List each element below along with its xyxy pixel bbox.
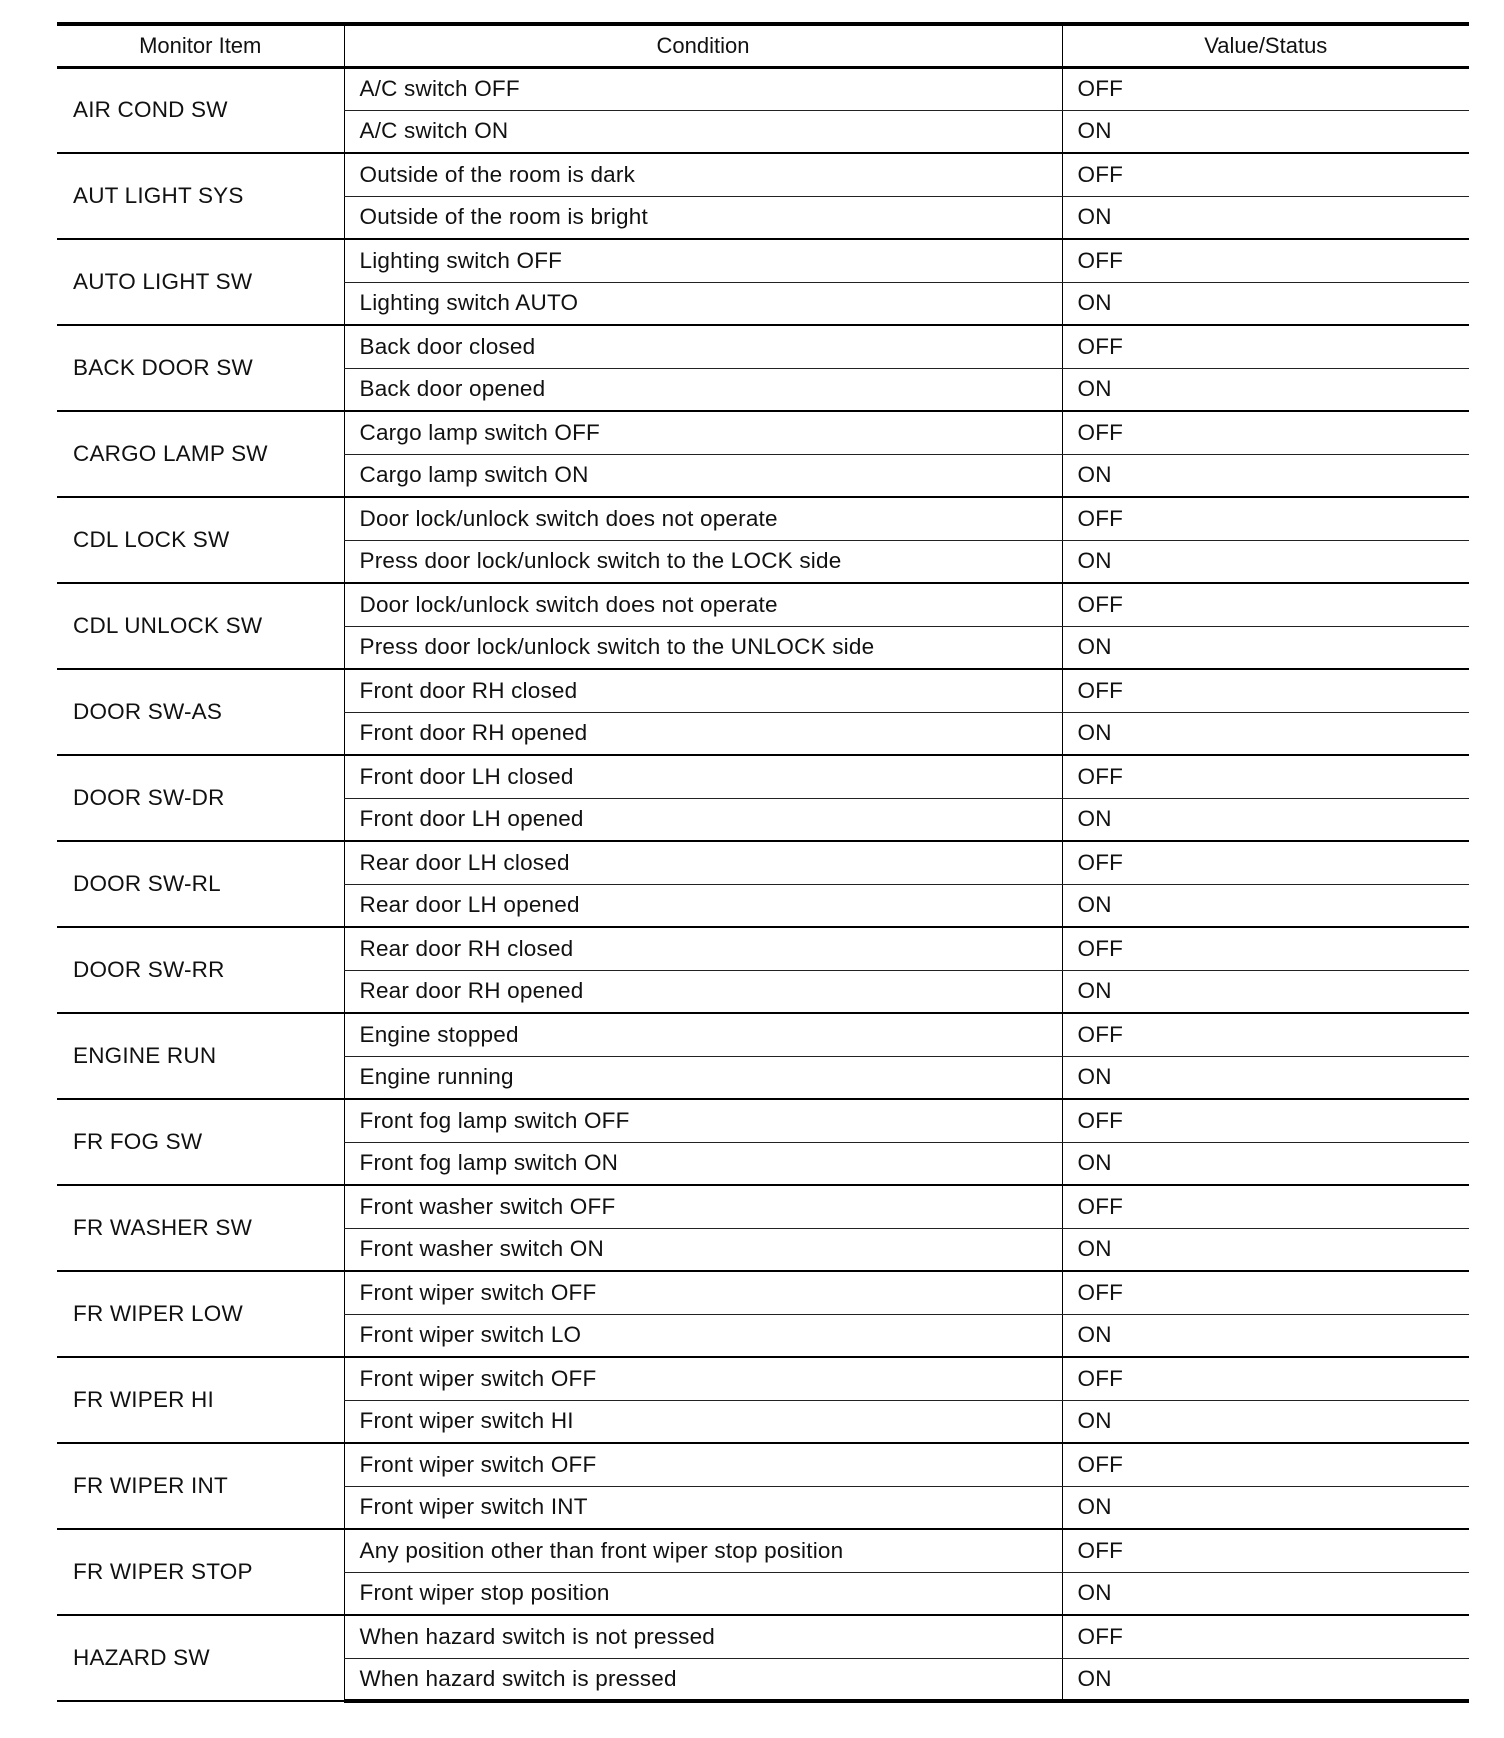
condition-cell: Door lock/unlock switch does not operate	[344, 583, 1062, 626]
value-status-cell: OFF	[1062, 1185, 1469, 1228]
table-body	[57, 67, 1469, 1701]
value-status-cell: OFF	[1062, 1357, 1469, 1400]
monitor-item-cell: FR WIPER STOP	[57, 1529, 344, 1615]
value-status-cell: ON	[1062, 626, 1469, 669]
table-row	[57, 67, 1469, 110]
condition-cell: Front washer switch OFF	[344, 1185, 1062, 1228]
table-row	[57, 1443, 1469, 1486]
value-status-cell: ON	[1062, 110, 1469, 153]
value-status-cell: ON	[1062, 1314, 1469, 1357]
condition-cell: Front wiper switch OFF	[344, 1271, 1062, 1314]
monitor-item-cell: ENGINE RUN	[57, 1013, 344, 1099]
value-status-cell: OFF	[1062, 927, 1469, 970]
value-status-cell: OFF	[1062, 1443, 1469, 1486]
value-status-cell: ON	[1062, 282, 1469, 325]
condition-cell: Outside of the room is bright	[344, 196, 1062, 239]
monitor-item-cell: FR WIPER INT	[57, 1443, 344, 1529]
value-status-cell: OFF	[1062, 1013, 1469, 1056]
table-row	[57, 669, 1469, 712]
monitor-item-cell: AIR COND SW	[57, 67, 344, 153]
monitor-item-cell: CARGO LAMP SW	[57, 411, 344, 497]
value-status-cell: ON	[1062, 712, 1469, 755]
value-status-cell: OFF	[1062, 67, 1469, 110]
table-row	[57, 1357, 1469, 1400]
condition-cell: Engine running	[344, 1056, 1062, 1099]
condition-cell: When hazard switch is pressed	[344, 1658, 1062, 1701]
header-value-status: Value/Status	[1062, 24, 1469, 67]
condition-cell: Front wiper switch OFF	[344, 1357, 1062, 1400]
monitor-item-cell: HAZARD SW	[57, 1615, 344, 1701]
value-status-cell: OFF	[1062, 325, 1469, 368]
value-status-cell: OFF	[1062, 841, 1469, 884]
monitor-item-cell: FR FOG SW	[57, 1099, 344, 1185]
table-row	[57, 1529, 1469, 1572]
table-row	[57, 239, 1469, 282]
value-status-cell: OFF	[1062, 1615, 1469, 1658]
value-status-cell: OFF	[1062, 1271, 1469, 1314]
monitor-item-cell: AUTO LIGHT SW	[57, 239, 344, 325]
condition-cell: Any position other than front wiper stop position	[344, 1529, 1062, 1572]
value-status-cell: OFF	[1062, 411, 1469, 454]
value-status-cell: ON	[1062, 1056, 1469, 1099]
table-row	[57, 841, 1469, 884]
condition-cell: Back door closed	[344, 325, 1062, 368]
value-status-cell: ON	[1062, 1228, 1469, 1271]
table-row	[57, 1013, 1469, 1056]
monitor-item-cell: CDL UNLOCK SW	[57, 583, 344, 669]
condition-cell: Rear door RH opened	[344, 970, 1062, 1013]
header-monitor-item: Monitor Item	[57, 24, 344, 67]
condition-cell: Rear door RH closed	[344, 927, 1062, 970]
value-status-cell: ON	[1062, 454, 1469, 497]
condition-cell: Front door LH closed	[344, 755, 1062, 798]
monitor-item-cell: DOOR SW-AS	[57, 669, 344, 755]
table-row	[57, 153, 1469, 196]
monitor-item-cell: FR WIPER HI	[57, 1357, 344, 1443]
table-row	[57, 325, 1469, 368]
table-row	[57, 755, 1469, 798]
condition-cell: Front door LH opened	[344, 798, 1062, 841]
value-status-cell: ON	[1062, 970, 1469, 1013]
monitor-item-cell: DOOR SW-RR	[57, 927, 344, 1013]
table-row	[57, 1185, 1469, 1228]
condition-cell: Front wiper switch INT	[344, 1486, 1062, 1529]
condition-cell: A/C switch ON	[344, 110, 1062, 153]
monitor-item-cell: DOOR SW-DR	[57, 755, 344, 841]
condition-cell: Front fog lamp switch ON	[344, 1142, 1062, 1185]
condition-cell: Cargo lamp switch ON	[344, 454, 1062, 497]
value-status-cell: ON	[1062, 798, 1469, 841]
condition-cell: Front door RH closed	[344, 669, 1062, 712]
monitor-item-cell: BACK DOOR SW	[57, 325, 344, 411]
condition-cell: Front washer switch ON	[344, 1228, 1062, 1271]
condition-cell: Outside of the room is dark	[344, 153, 1062, 196]
condition-cell: Front wiper stop position	[344, 1572, 1062, 1615]
condition-cell: Front wiper switch OFF	[344, 1443, 1062, 1486]
header-row	[57, 24, 1469, 67]
value-status-cell: OFF	[1062, 1529, 1469, 1572]
value-status-cell: ON	[1062, 196, 1469, 239]
value-status-cell: ON	[1062, 884, 1469, 927]
monitor-item-cell: FR WASHER SW	[57, 1185, 344, 1271]
value-status-cell: OFF	[1062, 1099, 1469, 1142]
condition-cell: Cargo lamp switch OFF	[344, 411, 1062, 454]
condition-cell: Back door opened	[344, 368, 1062, 411]
value-status-cell: ON	[1062, 540, 1469, 583]
condition-cell: Rear door LH opened	[344, 884, 1062, 927]
value-status-cell: ON	[1062, 1142, 1469, 1185]
value-status-cell: ON	[1062, 368, 1469, 411]
value-status-cell: OFF	[1062, 497, 1469, 540]
table-row	[57, 1271, 1469, 1314]
value-status-cell: OFF	[1062, 153, 1469, 196]
monitor-item-cell: AUT LIGHT SYS	[57, 153, 344, 239]
condition-cell: Lighting switch OFF	[344, 239, 1062, 282]
table-row	[57, 1099, 1469, 1142]
condition-cell: Door lock/unlock switch does not operate	[344, 497, 1062, 540]
header-condition: Condition	[344, 24, 1062, 67]
condition-cell: A/C switch OFF	[344, 67, 1062, 110]
table-row	[57, 927, 1469, 970]
value-status-cell: ON	[1062, 1486, 1469, 1529]
value-status-cell: ON	[1062, 1572, 1469, 1615]
table-row	[57, 411, 1469, 454]
condition-cell: Front wiper switch LO	[344, 1314, 1062, 1357]
monitor-item-table	[57, 22, 1469, 1703]
value-status-cell: OFF	[1062, 583, 1469, 626]
value-status-cell: OFF	[1062, 755, 1469, 798]
table-row	[57, 497, 1469, 540]
value-status-cell: ON	[1062, 1400, 1469, 1443]
condition-cell: When hazard switch is not pressed	[344, 1615, 1062, 1658]
table-row	[57, 1615, 1469, 1658]
table-row	[57, 583, 1469, 626]
monitor-item-cell: FR WIPER LOW	[57, 1271, 344, 1357]
condition-cell: Front fog lamp switch OFF	[344, 1099, 1062, 1142]
condition-cell: Press door lock/unlock switch to the UNLOCK side	[344, 626, 1062, 669]
table-header	[57, 24, 1469, 67]
condition-cell: Front door RH opened	[344, 712, 1062, 755]
condition-cell: Press door lock/unlock switch to the LOCK side	[344, 540, 1062, 583]
condition-cell: Front wiper switch HI	[344, 1400, 1062, 1443]
condition-cell: Engine stopped	[344, 1013, 1062, 1056]
monitor-item-cell: DOOR SW-RL	[57, 841, 344, 927]
value-status-cell: OFF	[1062, 669, 1469, 712]
condition-cell: Rear door LH closed	[344, 841, 1062, 884]
value-status-cell: ON	[1062, 1658, 1469, 1701]
monitor-item-cell: CDL LOCK SW	[57, 497, 344, 583]
condition-cell: Lighting switch AUTO	[344, 282, 1062, 325]
value-status-cell: OFF	[1062, 239, 1469, 282]
